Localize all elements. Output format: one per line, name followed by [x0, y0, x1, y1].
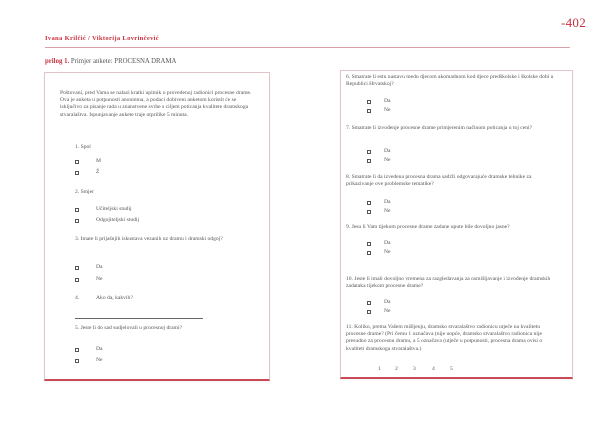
checkbox-q9-da[interactable] [367, 242, 371, 246]
question-4: Ako da, kakvih? [96, 295, 133, 301]
option-label: Ne [384, 308, 391, 314]
checkbox-q7-ne[interactable] [367, 159, 371, 163]
scale-option-5[interactable]: 5 [450, 366, 453, 372]
option-label: Da [384, 240, 391, 246]
checkbox-q5-da[interactable] [75, 348, 79, 352]
option-label: Ne [384, 208, 391, 214]
question-6: 6. Smatrate li estu nastavu medu djecom akomadnom kod djece predškolske i školske dobi u Republici Hrvatskoj? [346, 74, 554, 88]
option-label: Odgojiteljski studij [96, 217, 140, 223]
running-header-authors: Ivana Krilčić / Viktorija Lovrinčević [45, 35, 160, 42]
question-2: 2. Smjer [75, 189, 94, 195]
option-label: Da [384, 98, 391, 104]
option-label: Ž [96, 169, 100, 175]
checkbox-q10-da[interactable] [367, 301, 371, 305]
option-label: M [96, 158, 101, 164]
checkbox-q1-m[interactable] [75, 160, 79, 164]
checkbox-q2-uciteljski[interactable] [75, 208, 79, 212]
checkbox-q3-ne[interactable] [75, 278, 79, 282]
checkbox-q2-odgojiteljski[interactable] [75, 219, 79, 223]
page-number: -402 [560, 15, 586, 30]
scale-option-3[interactable]: 3 [413, 366, 416, 372]
checkbox-q6-da[interactable] [367, 100, 371, 104]
questionnaire-page-right [340, 70, 573, 379]
scale-option-4[interactable]: 4 [432, 366, 435, 372]
checkbox-q7-da[interactable] [367, 150, 371, 154]
answer-line-q4[interactable] [75, 318, 203, 319]
question-9: 9. Jesu li Vam tijekom procesne drame zadane upute bile dovoljno jasne? [346, 224, 510, 230]
option-label: Ne [384, 157, 391, 163]
question-1: 1. Spol [75, 144, 91, 150]
question-11: 11. Koliko, prema Vašem mišljenju, dramsko stvaralaštvo radionicu utječe na kvalitetu procesne drame? (Pri čemu 1 označava (nije uopće, dramsko stvaralaštvo radionica nije presudno za procesnu dramu, a 5 označava (utječe u potpunosti, procesna drama ovisi o kvaliteti dramskoga stvaralaštva.) [346, 324, 543, 352]
option-label: Ne [384, 249, 391, 255]
checkbox-q5-ne[interactable] [75, 359, 79, 363]
option-label: Da [96, 264, 103, 270]
option-label: Ne [384, 107, 391, 113]
option-label: Da [384, 148, 391, 154]
checkbox-q8-da[interactable] [367, 201, 371, 205]
checkbox-q6-ne[interactable] [367, 109, 371, 113]
questionnaire-page-left [44, 72, 270, 381]
question-10: 10. Jeste li imali dovoljno vremena za razgledavanja za osmišljavanje i izvođenje dramskih zadataka tijekom procesne drame? [346, 276, 551, 290]
option-label: Ne [96, 276, 103, 282]
scale-option-1[interactable]: 1 [378, 366, 381, 372]
checkbox-q3-da[interactable] [75, 266, 79, 270]
header-rule [45, 47, 570, 48]
option-label: Da [96, 346, 103, 352]
checkbox-q9-ne[interactable] [367, 251, 371, 255]
scale-option-2[interactable]: 2 [395, 366, 398, 372]
option-label: Ne [96, 357, 103, 363]
option-label: Da [384, 199, 391, 205]
checkbox-q10-ne[interactable] [367, 310, 371, 314]
appendix-label: prilog 1. [45, 58, 70, 65]
option-label: Da [384, 299, 391, 305]
appendix-title [45, 58, 176, 65]
appendix-text: Primjer ankete: PROCESNA DRAMA [70, 58, 177, 65]
question-4-number: 4. [75, 295, 80, 301]
checkbox-q8-ne[interactable] [367, 210, 371, 214]
question-8: 8. Smatrate li da izvedena procesna drama sadrži odgovarajuće dramske tehnike za prikazivanje ove problemske tematike? [346, 174, 532, 188]
intro-text: Poštovani, pred Vama se nalazi kratki upitnik o provedenoj radionici procesne drame. Ova je anketa u potpunosti anonimna, a podaci dobiveni anketom koristit će se isključivo za pisanje rada u znanstvene svrhe s ciljem poticanja kvalitete dramskoga stvaralaštva. Ispunjavanje ankete traje otprilike 5 minuta. [60, 90, 252, 118]
question-5: 5. Jeste li do sad sudjelovali u procesnoj drami? [75, 325, 183, 331]
checkbox-q1-z[interactable] [75, 171, 79, 175]
question-7: 7. Smatrate li izvođenje procesne drame primjerenim načinom poticanja u toj ceni? [346, 125, 533, 131]
option-label: Učiteljski studij [96, 206, 132, 212]
question-3: 3. Imate li prijašnjih iskustava vezanih uz dramu i dramski odgoj? [75, 236, 223, 242]
